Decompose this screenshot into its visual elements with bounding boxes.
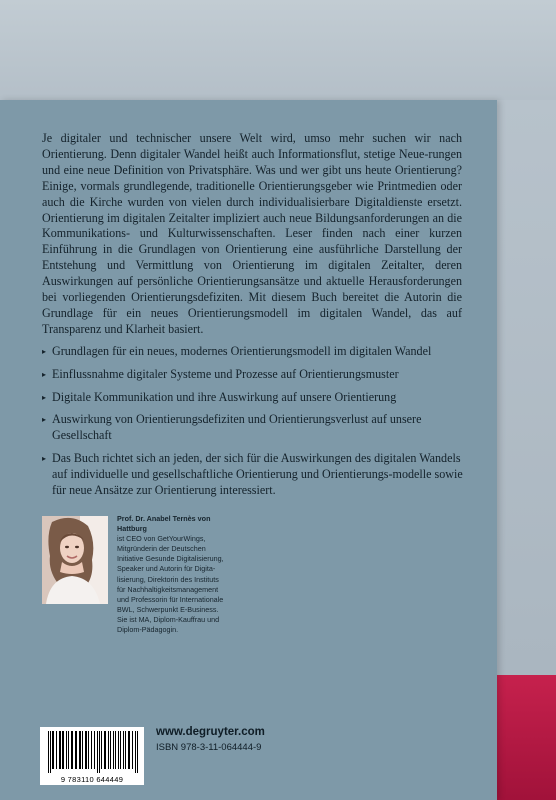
triangle-bullet-icon: ▸: [42, 347, 47, 356]
accent-red-strip: [497, 675, 556, 800]
barcode-bars: [40, 727, 144, 775]
author-name: Hattburg: [117, 524, 147, 534]
barcode-bar: [75, 731, 77, 769]
barcode-bar: [56, 731, 57, 769]
barcode-bar: [66, 731, 67, 769]
barcode-bar: [123, 731, 124, 769]
barcode-bar: [128, 731, 130, 769]
bio-line: ist CEO von GetYourWings,: [117, 534, 206, 544]
author-bio: [117, 514, 297, 635]
barcode-digits: 9 783110 644449: [60, 775, 124, 784]
bio-line: Diplom-Pädagogin.: [117, 625, 179, 635]
barcode-bar: [91, 731, 92, 769]
isbn-barcode: [40, 727, 144, 785]
bio-line: für Nachhaltigkeitsmanagement: [117, 584, 219, 594]
barcode-bar: [52, 731, 54, 769]
bio-line: Sie ist MA, Diplom-Kauffrau und: [117, 614, 220, 624]
author-name: Prof. Dr. Anabel Ternès von: [117, 514, 211, 523]
triangle-bullet-icon: ▸: [42, 369, 47, 379]
list-item-text: Auswirkung von Orientierungsdefiziten und Orientierungsverlust auf unsere Gesellschaft: [52, 412, 422, 443]
barcode-bar: [137, 731, 138, 773]
barcode-bar: [113, 731, 114, 769]
list-item: [42, 367, 464, 383]
list-item-text: Einflussnahme digitaler Systeme und Prozesse auf Orientierungsmuster: [52, 366, 399, 381]
barcode-bar: [85, 731, 87, 769]
barcode-bar: [99, 731, 100, 773]
barcode-bar: [104, 731, 106, 769]
list-item-text: Digitale Kommunikation und ihre Auswirkung auf unsere Orientierung: [52, 389, 397, 404]
barcode-bar: [118, 731, 119, 769]
list-item: [42, 344, 464, 360]
background-side: [497, 100, 556, 675]
triangle-bullet-icon: ▸: [42, 415, 47, 425]
barcode-bar: [110, 731, 111, 769]
barcode-bar: [120, 731, 121, 769]
list-item: [42, 451, 464, 498]
barcode-bar: [108, 731, 109, 769]
barcode-bar: [97, 731, 98, 773]
triangle-bullet-icon: ▸: [42, 392, 47, 402]
isbn-number: ISBN 978-3-11-064444-9: [156, 742, 262, 753]
bio-line: und Professorin für Internationale: [117, 594, 224, 604]
list-item-text: Grundlagen für ein neues, modernes Orientierungsmodell im digitalen Wandel: [52, 344, 432, 358]
barcode-bar: [115, 731, 116, 769]
barcode-bar: [94, 731, 95, 769]
list-item: [42, 412, 464, 444]
publisher-url[interactable]: www.degruyter.com: [156, 726, 265, 738]
bio-line: Initiative Gesunde Digitalisierung,: [117, 554, 224, 564]
bio-line: lisierung, Direktorin des Instituts: [117, 574, 219, 584]
barcode-bar: [135, 731, 136, 773]
barcode-bar: [59, 731, 61, 769]
bio-line: BWL, Schwerpunkt E-Business.: [117, 604, 219, 614]
list-item: [42, 390, 464, 406]
background-top: [0, 0, 556, 100]
bio-line: Speaker und Autorin für Digita-: [117, 564, 216, 574]
barcode-bar: [71, 731, 73, 769]
triangle-bullet-icon: ▸: [42, 453, 47, 463]
barcode-bar: [125, 731, 126, 769]
barcode-bar: [68, 731, 69, 769]
bio-line: Mitgründerin der Deutschen: [117, 544, 206, 554]
barcode-bar: [48, 731, 49, 773]
barcode-bar: [88, 731, 89, 769]
barcode-bar: [101, 731, 102, 769]
author-photo: [42, 516, 108, 604]
list-item-text: Das Buch richtet sich an jeden, der sich für die Auswirkungen des digitalen Wandels auf individuelle und gesellschaftliche Orientierung und Orientierungs-modelle sowie für neue Ansätze zur Orientierung interessiert.: [52, 450, 463, 497]
barcode-bar: [79, 731, 81, 769]
barcode-bar: [50, 731, 51, 773]
feature-list: [42, 344, 464, 505]
blurb-paragraph: Je digitaler und technischer unsere Welt wird, umso mehr suchen wir nach Orientierung. Denn digitaler Wandel heißt auch Informationsflut, stetige Neue-rungen und eine neue Definition von Privatsphäre. Was und wer gibt uns heute Orientierung? Einige, vormals grundlegende, traditionelle Orientierungsgeber wie Printmedien oder auch die Kirche wurden von vielen durch individualisierbare Digitaldienste ersetzt. Orientierung im digitalen Zeitalter impliziert auch neue Bildungsanforderungen an die Kommunikations- und Kulturwissenschaften. Leser finden nach einer kurzen Einführung in die Grundlagen von Orientierung eine ausführliche Darstellung der Entstehung und Vermittlung von Orientierung im digitalen Zeitalter, deren Auswirkungen auf persönliche Orientierungsansätze und aktuelle Herausforderungen bei vorliegenden Orientierungsdefiziten. Mit diesem Buch bereitet die Autorin die Grundlage für ein neues Orientierungsmodell im digitalen Wandel, das auf Transparenz und Klarheit basiert.: [42, 131, 462, 336]
barcode-bar: [82, 731, 83, 769]
barcode-bar: [132, 731, 133, 769]
barcode-bar: [62, 731, 64, 769]
